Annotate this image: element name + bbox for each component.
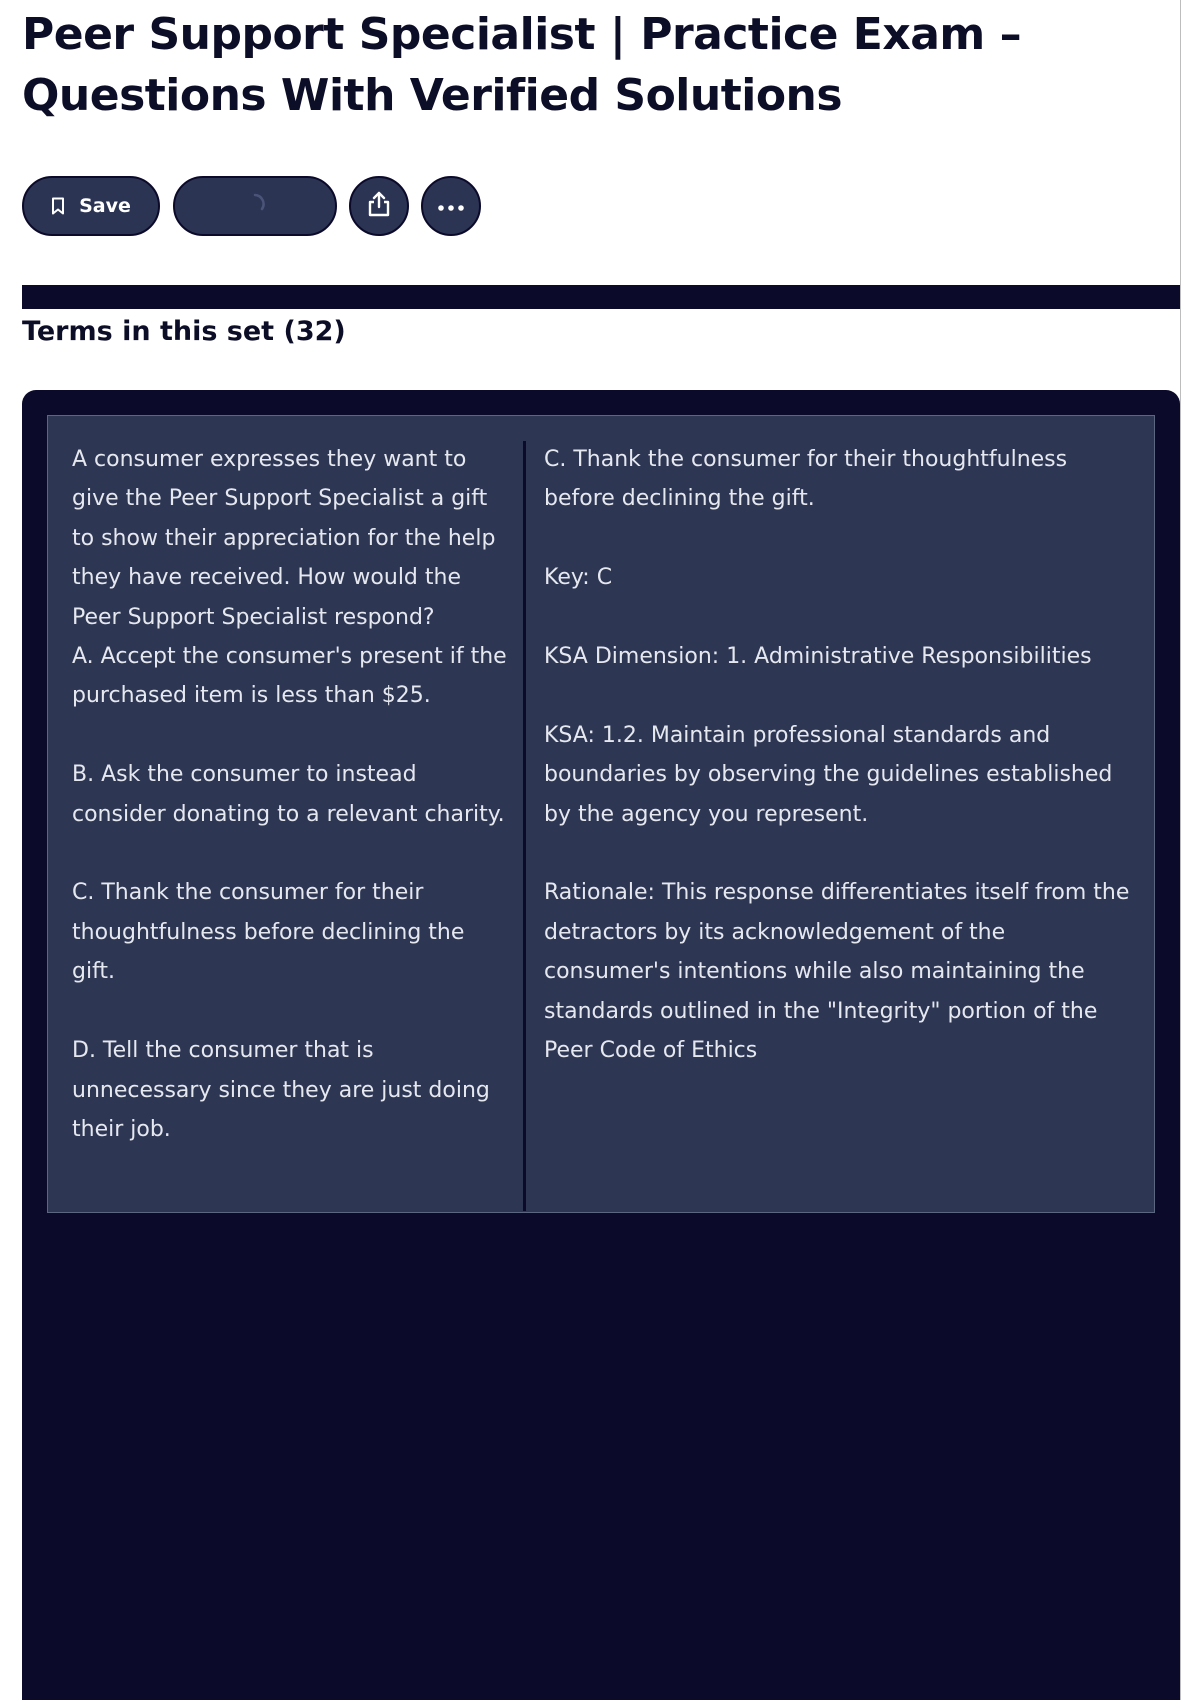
save-button-label: Save bbox=[79, 195, 131, 217]
section-divider-bar bbox=[22, 285, 1180, 309]
bookmark-icon bbox=[51, 197, 65, 215]
page-edge-rule bbox=[1180, 0, 1181, 1700]
share-icon bbox=[366, 190, 392, 222]
loading-button[interactable] bbox=[173, 176, 337, 236]
card-column-divider bbox=[523, 441, 526, 1211]
term-card[interactable] bbox=[47, 415, 1155, 1213]
definition-text: C. Thank the consumer for their thoughtfulness before declining the gift. Key: C KSA Dimension: 1. Administrative Responsibilities KSA: 1.2. Maintain professional standards and boundaries by observing the guidelines established by the agency you represent. Rationale: This response differentiates itself from the detractors by its acknowledgement of the consumer's intentions while also maintaining the standards outlined in the "Integrity" portion of the Peer Code of Ethics bbox=[544, 447, 1130, 1064]
term-text: A consumer expresses they want to give the Peer Support Specialist a gift to show their appreciation for the help they have received. How would the Peer Support Specialist respond? A. Accept the consumer's present if the purchased item is less than $25. B. Ask the consumer to instead consider donating to a relevant charity. C. Thank the consumer for their thoughtfulness before declining the gift. D. Tell the consumer that is unnecessary since they are just doing their job. bbox=[72, 447, 507, 1142]
page-title: Peer Support Specialist | Practice Exam – Questions With Verified Solutions bbox=[22, 9, 1022, 121]
save-button[interactable] bbox=[22, 176, 160, 236]
terms-list bbox=[22, 390, 1180, 1700]
more-options-button[interactable] bbox=[421, 176, 481, 236]
share-button[interactable] bbox=[349, 176, 409, 236]
more-icon bbox=[437, 197, 465, 216]
terms-heading: Terms in this set (32) bbox=[22, 316, 346, 347]
spinner-icon bbox=[242, 191, 268, 221]
